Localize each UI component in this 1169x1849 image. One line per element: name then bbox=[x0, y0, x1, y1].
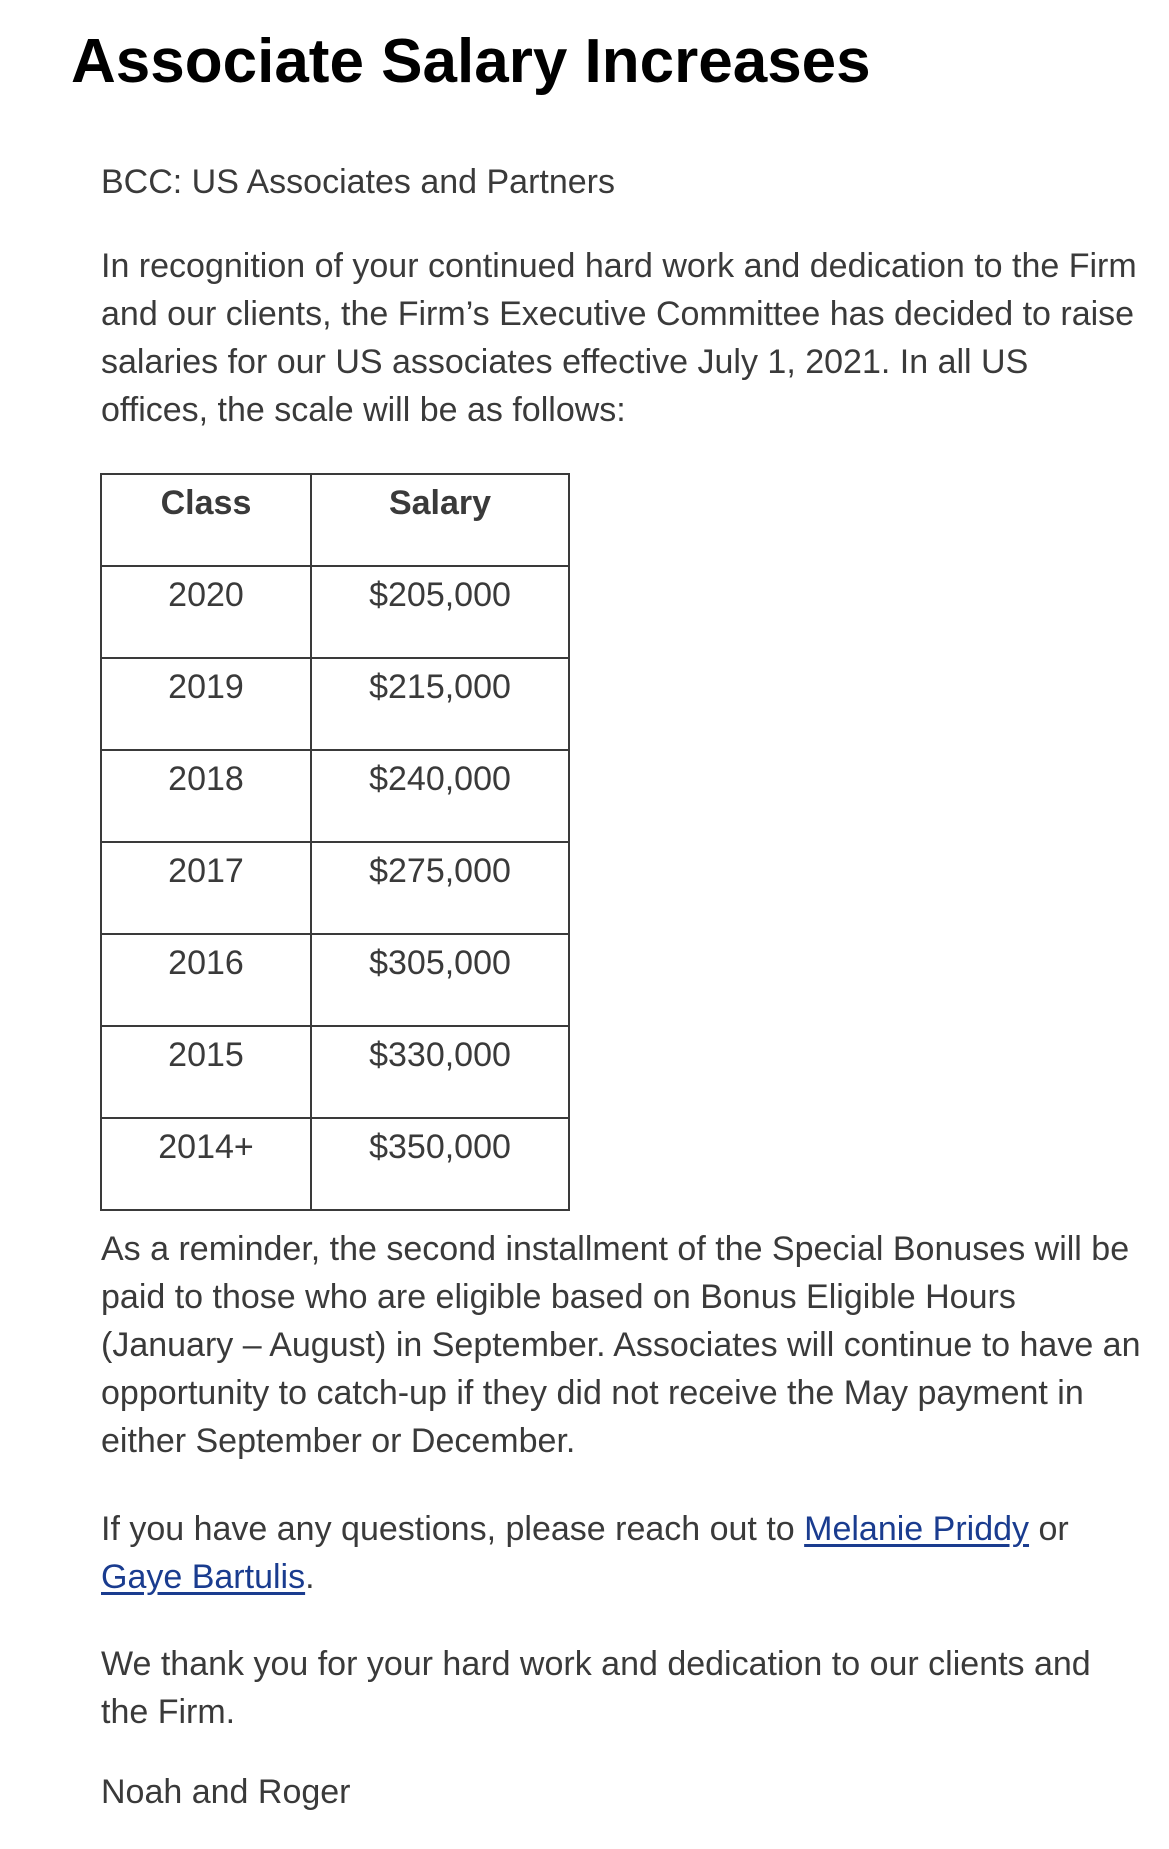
bcc-line: BCC: US Associates and Partners bbox=[101, 163, 616, 201]
class-cell: 2016 bbox=[101, 934, 311, 1026]
class-cell: 2018 bbox=[101, 750, 311, 842]
questions-suffix: . bbox=[305, 1558, 315, 1596]
table-header-row bbox=[101, 474, 569, 566]
salary-cell: $240,000 bbox=[311, 750, 569, 842]
signature: Noah and Roger bbox=[101, 1773, 351, 1811]
salary-cell: $205,000 bbox=[311, 566, 569, 658]
salary-column-header: Salary bbox=[311, 474, 569, 566]
class-cell: 2014+ bbox=[101, 1118, 311, 1210]
class-cell: 2017 bbox=[101, 842, 311, 934]
salary-cell: $330,000 bbox=[311, 1026, 569, 1118]
table-row bbox=[101, 566, 569, 658]
intro-paragraph: In recognition of your continued hard work and dedication to the Firm and our clients, the Firm’s Executive Committee has decided to raise salaries for our US associates effective July 1, 2021. In all US offices, the scale will be as follows: bbox=[101, 247, 1137, 429]
class-cell: 2015 bbox=[101, 1026, 311, 1118]
table-row bbox=[101, 750, 569, 842]
class-cell: 2019 bbox=[101, 658, 311, 750]
class-cell: 2020 bbox=[101, 566, 311, 658]
table-row bbox=[101, 658, 569, 750]
salary-cell: $215,000 bbox=[311, 658, 569, 750]
contact-link-gaye-bartulis[interactable]: Gaye Bartulis bbox=[101, 1558, 306, 1596]
questions-prefix: If you have any questions, please reach out to bbox=[101, 1510, 805, 1548]
table-row bbox=[101, 934, 569, 1026]
class-column-header: Class bbox=[101, 474, 311, 566]
salary-cell: $350,000 bbox=[311, 1118, 569, 1210]
table-row bbox=[101, 1118, 569, 1210]
table-row bbox=[101, 1026, 569, 1118]
salary-cell: $305,000 bbox=[311, 934, 569, 1026]
questions-paragraph bbox=[101, 1505, 1141, 1601]
page-title: Associate Salary Increases bbox=[71, 27, 871, 96]
salary-cell: $275,000 bbox=[311, 842, 569, 934]
thanks-paragraph: We thank you for your hard work and dedication to our clients and the Firm. bbox=[101, 1645, 1091, 1731]
contact-link-melanie-priddy[interactable]: Melanie Priddy bbox=[804, 1510, 1030, 1548]
table-row bbox=[101, 842, 569, 934]
questions-middle: or bbox=[1029, 1510, 1069, 1548]
salary-table bbox=[100, 473, 570, 1211]
bonus-reminder-paragraph: As a reminder, the second installment of the Special Bonuses will be paid to those who are eligible based on Bonus Eligible Hours (January – August) in September. Associates will continue to have an opportunity to catch-up if they did not receive the May payment in either September or December. bbox=[101, 1230, 1141, 1460]
